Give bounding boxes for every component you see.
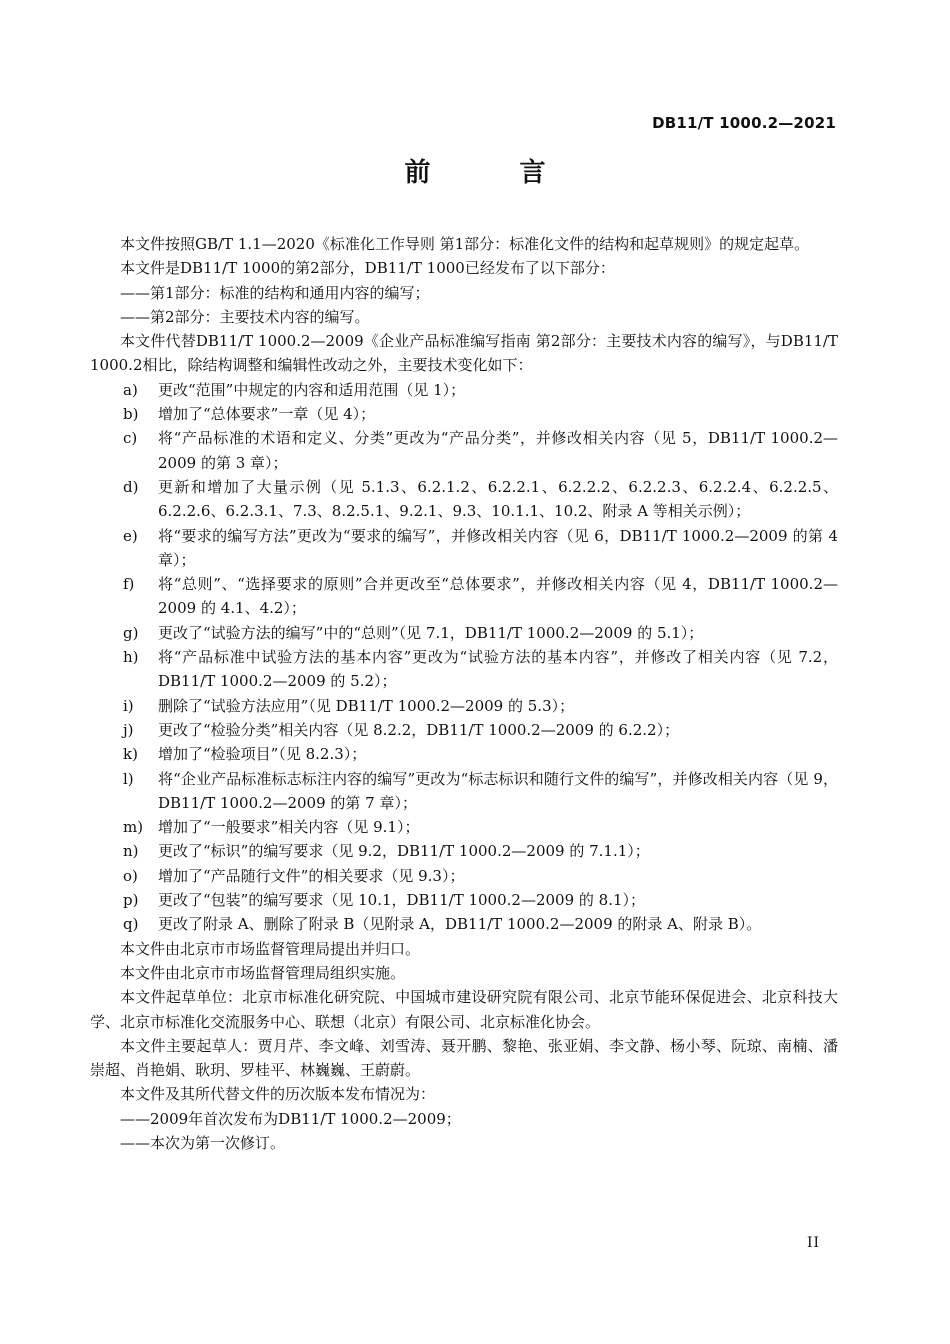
paragraph: 本文件起草单位：北京市标准化研究院、中国城市建设研究院有限公司、北京节能环保促进会、北京科技大学、北京市标准化交流服务中心、联想（北京）有限公司、北京标准化协会。: [90, 988, 838, 1031]
list-item-text: 更新和增加了大量示例（见 5.1.3、6.2.1.2、6.2.2.1、6.2.2.2、6.2.2.3、6.2.2.4、6.2.2.5、6.2.2.6、6.2.3.1、7.3、8.2.5.1、9.2.1、9.3、10.1.1、10.2、附录 A 等相关示例）；: [158, 477, 838, 521]
list-marker: n): [123, 842, 139, 861]
list-item-text: 将“产品标准的术语和定义、分类”更改为“产品分类”，并修改相关内容（见 5，DB11/T 1000.2—2009 的第 3 章）；: [158, 429, 838, 472]
list-item-text: 将“要求的编写方法”更改为“要求的编写”，并修改相关内容（见 6，DB11/T 1000.2—2009 的第 4 章）；: [158, 526, 838, 569]
paragraph: 本文件及其所代替文件的历次版本发布情况为：: [120, 1085, 436, 1104]
list-marker: o): [123, 866, 138, 885]
list-item: [90, 572, 838, 621]
list-item-text: 更改了“试验方法的编写”中的“总则”（见 7.1，DB11/T 1000.2—2009 的 5.1）；: [158, 623, 704, 642]
paragraph: ——本次为第一次修订。: [120, 1133, 286, 1152]
list-marker: h): [123, 648, 139, 667]
list-marker: a): [123, 380, 138, 399]
list-marker: c): [123, 429, 138, 448]
list-marker: f): [123, 575, 135, 594]
list-item-text: 增加了“检验项目”（见 8.2.3）；: [158, 745, 367, 764]
list-item-text: 删除了“试验方法应用”（见 DB11/T 1000.2—2009 的 5.3）；: [158, 696, 575, 715]
paragraph: ——2009年首次发布为DB11/T 1000.2—2009；: [120, 1109, 461, 1128]
document-code: DB11/T 1000.2—2021: [652, 114, 836, 132]
paragraph: 本文件主要起草人：贾月芹、李文峰、刘雪涛、聂开鹏、黎艳、张亚娟、李文静、杨小琴、阮琼、南楠、潘崇超、肖艳娟、耿玥、罗桂平、林巍巍、王蔚蔚。: [90, 1036, 838, 1080]
paragraph: ——第1部分：标准的结构和通用内容的编写；: [120, 283, 430, 302]
foreword-body: [90, 232, 838, 1155]
list-item-text: 更改了“标识”的编写要求（见 9.2，DB11/T 1000.2—2009 的 7.1.1）；: [158, 842, 650, 861]
list-item: [90, 912, 838, 936]
list-marker: e): [123, 526, 138, 545]
list-item-text: 增加了“产品随行文件”的相关要求（见 9.3）；: [158, 866, 465, 885]
list-item: [90, 426, 838, 475]
list-marker: p): [123, 891, 139, 910]
list-marker: k): [123, 745, 138, 764]
list-marker: b): [123, 405, 139, 424]
list-item: [90, 718, 838, 742]
paragraph: 本文件按照GB/T 1.1—2020《标准化工作导则 第1部分：标准化文件的结构和起草规则》的规定起草。: [120, 235, 810, 253]
list-item: [90, 694, 838, 718]
list-item-text: 将“总则”、“选择要求的原则”合并更改至“总体要求”，并修改相关内容（见 4，DB11/T 1000.2—2009 的 4.1、4.2）；: [158, 575, 838, 618]
list-marker: i): [123, 696, 134, 715]
list-item: [90, 402, 838, 426]
paragraph: 本文件由北京市市场监督管理局组织实施。: [120, 963, 406, 982]
paragraph: 本文件是DB11/T 1000的第2部分，DB11/T 1000已经发布了以下部分：: [120, 259, 615, 278]
list-item-text: 将“产品标准中试验方法的基本内容”更改为“试验方法的基本内容”，并修改了相关内容（见 7.2，DB11/T 1000.2—2009 的 5.2）；: [158, 648, 838, 691]
page-title: 前 言: [404, 158, 586, 188]
list-item: [90, 815, 838, 839]
list-item-text: 更改了附录 A、删除了附录 B（见附录 A，DB11/T 1000.2—2009 的附录 A、附录 B）。: [158, 915, 762, 934]
list-item: [90, 524, 838, 573]
list-marker: g): [123, 623, 139, 642]
list-item: [90, 645, 838, 694]
paragraph: 本文件由北京市市场监督管理局提出并归口。: [120, 939, 421, 958]
list-item: [90, 767, 838, 816]
list-item: [90, 864, 838, 888]
list-marker: d): [123, 477, 139, 496]
list-item: [90, 475, 838, 524]
list-item: [90, 742, 838, 766]
list-item: [90, 839, 838, 863]
list-marker: l): [123, 769, 134, 788]
list-item-text: 增加了“一般要求”相关内容（见 9.1）；: [158, 818, 420, 837]
list-item-text: 更改“范围”中规定的内容和适用范围（见 1）；: [158, 380, 466, 399]
list-item: [90, 378, 838, 402]
list-item-text: 更改了“检验分类”相关内容（见 8.2.2，DB11/T 1000.2—2009 的 6.2.2）；: [158, 720, 680, 739]
list-item: [90, 621, 838, 645]
page-number: II: [806, 1235, 820, 1251]
list-marker: q): [123, 915, 139, 934]
list-marker: j): [123, 720, 134, 739]
list-item-text: 将“企业产品标准标志标注内容的编写”更改为“标志标识和随行文件的编写”，并修改相关内容（见 9，DB11/T 1000.2—2009 的第 7 章）；: [158, 769, 838, 812]
paragraph: 本文件代替DB11/T 1000.2—2009《企业产品标准编写指南 第2部分：主要技术内容的编写》，与DB11/T 1000.2相比，除结构调整和编辑性改动之外，主要技术变化如下：: [90, 332, 838, 375]
list-marker: m): [123, 818, 144, 837]
list-item-text: 更改了“包装”的编写要求（见 10.1，DB11/T 1000.2—2009 的 8.1）；: [158, 891, 646, 910]
list-item: [90, 888, 838, 912]
list-item-text: 增加了“总体要求”一章（见 4）；: [158, 405, 376, 424]
paragraph: ——第2部分：主要技术内容的编写。: [120, 307, 370, 326]
